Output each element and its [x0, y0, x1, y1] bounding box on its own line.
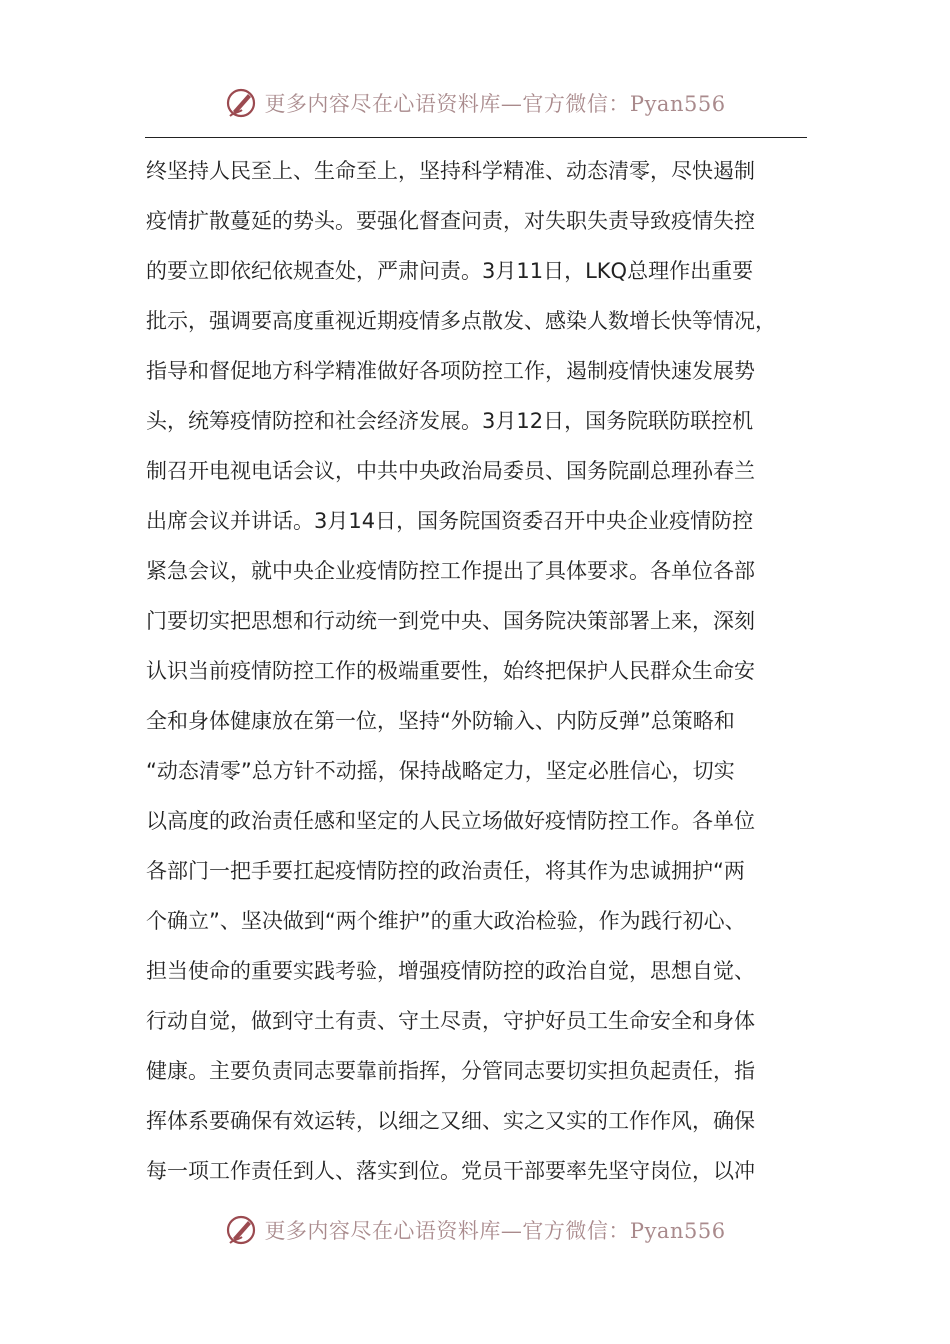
- text-line: 疫情扩散蔓延的势头。要强化督查问责，对失职失责导致疫情失控: [146, 209, 755, 233]
- text-line: 批示，强调要高度重视近期疫情多点散发、感染人数增长快等情况，: [146, 309, 776, 333]
- text-line: 认识当前疫情防控工作的极端重要性，始终把保护人民群众生命安: [146, 659, 755, 683]
- text-line: 每一项工作责任到人、落实到位。党员干部要率先坚守岗位，以冲: [146, 1159, 755, 1183]
- text-line: 终坚持人民至上、生命至上，坚持科学精准、动态清零，尽快遏制: [146, 159, 755, 183]
- text-line: 的要立即依纪依规查处，严肃问责。3月11日，LKQ总理作出重要: [146, 259, 754, 283]
- header-banner: [0, 83, 950, 123]
- text-line: 个确立”、坚决做到“两个维护”的重大政治检验，作为践行初心、: [146, 909, 746, 933]
- text-line: 全和身体健康放在第一位，坚持“外防输入、内防反弹”总策略和: [146, 709, 735, 733]
- text-line: 门要切实把思想和行动统一到党中央、国务院决策部署上来，深刻: [146, 609, 755, 633]
- text-line: “动态清零”总方针不动摇，保持战略定力，坚定必胜信心，切实: [146, 759, 735, 783]
- footer-banner: [0, 1210, 950, 1250]
- text-line: 健康。主要负责同志要靠前指挥，分管同志要切实担负起责任，指: [146, 1059, 755, 1083]
- pen-emblem-icon: [224, 86, 258, 120]
- footer-text: 更多内容尽在心语资料库—官方微信：Pyan556: [264, 1219, 726, 1243]
- text-line: 紧急会议，就中央企业疫情防控工作提出了具体要求。各单位各部: [146, 559, 755, 583]
- header-divider: [145, 137, 807, 138]
- text-line: 挥体系要确保有效运转，以细之又细、实之又实的工作作风，确保: [146, 1109, 755, 1133]
- text-line: 担当使命的重要实践考验，增强疫情防控的政治自觉，思想自觉、: [146, 959, 755, 983]
- pen-emblem-icon: [224, 1213, 258, 1247]
- text-line: 头，统筹疫情防控和社会经济发展。3月12日，国务院联防联控机: [146, 409, 754, 433]
- text-line: 指导和督促地方科学精准做好各项防控工作，遏制疫情快速发展势: [146, 359, 755, 383]
- text-line: 行动自觉，做到守土有责、守土尽责，守护好员工生命安全和身体: [146, 1009, 755, 1033]
- document-body: [146, 146, 808, 1196]
- text-line: 制召开电视电话会议，中共中央政治局委员、国务院副总理孙春兰: [146, 459, 755, 483]
- text-line: 以高度的政治责任感和坚定的人民立场做好疫情防控工作。各单位: [146, 809, 755, 833]
- header-text: 更多内容尽在心语资料库—官方微信：Pyan556: [264, 92, 726, 116]
- text-line: 各部门一把手要扛起疫情防控的政治责任，将其作为忠诚拥护“两: [146, 859, 745, 883]
- text-line: 出席会议并讲话。3月14日，国务院国资委召开中央企业疫情防控: [146, 509, 754, 533]
